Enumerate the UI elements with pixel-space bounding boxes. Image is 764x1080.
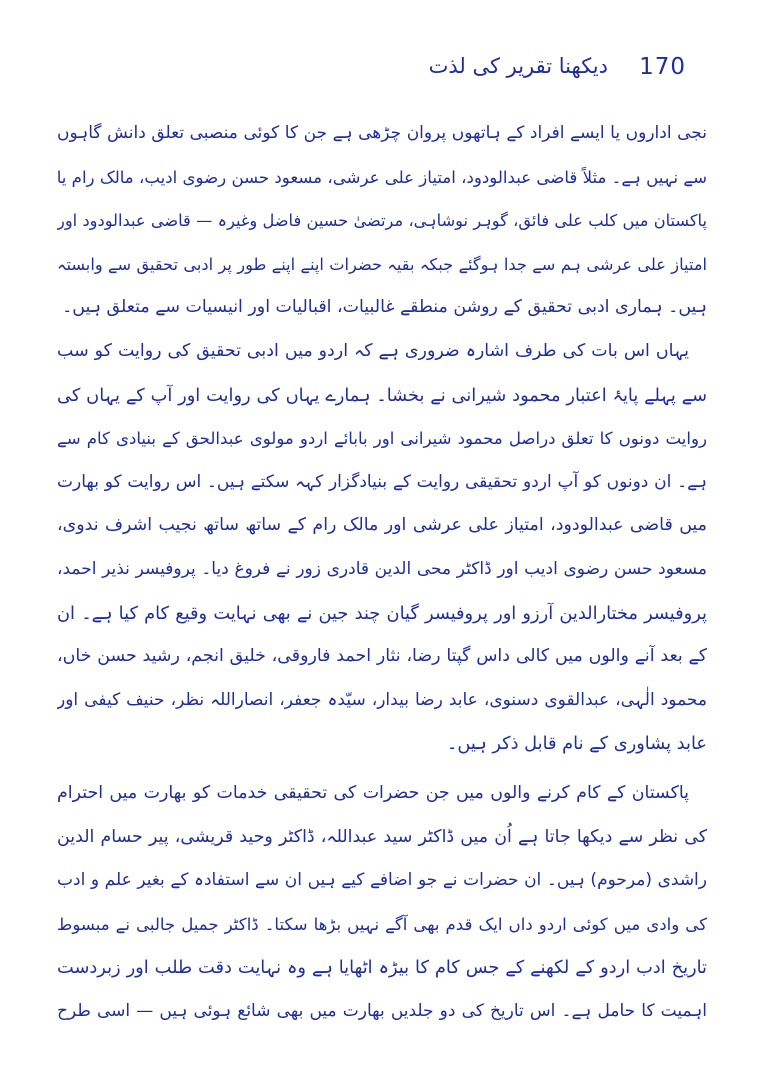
text-line: محمود الٰہی، عبدالقوی دسنوی، عابد رضا بیدار، سیّدہ جعفر، انصاراللہ نظر، حنیف کیفی اور xyxy=(57,689,707,710)
text-line: امتیاز علی عرشی ہم سے جدا ہوگئے جبکہ بقیہ حضرات اپنے اپنے طور پر ادبی تحقیق سے وابستہ xyxy=(57,254,707,274)
running-title: دیکھنا تقریر کی لذت xyxy=(428,54,608,78)
text-line: پاکستان میں کلب علی فائق، گوہر نوشاہی، مرتضیٰ حسین فاضل وغیرہ — قاضی عبدالودود اور xyxy=(57,211,707,231)
text-line: ہیں۔ ہماری ادبی تحقیق کے روشن منطقے غالبیات، اقبالیات اور انیسیات سے متعلق ہیں۔ xyxy=(62,297,707,318)
page-number: 170 xyxy=(639,54,686,80)
text-line: راشدی (مرحوم) ہیں۔ ان حضرات نے جو اضافے کیے ہیں ان سے استفادہ کے بغیر علم و ادب xyxy=(57,870,707,891)
text-line: تاریخ ادب اردو کے لکھنے کے جس کام کا بیڑہ اٹھایا ہے وہ نہایت دقت طلب اور زبردست xyxy=(57,957,707,979)
text-line: کی نظر سے دیکھا جاتا ہے اُن میں ڈاکٹر سید عبداللہ، ڈاکٹر وحید قریشی، پیر حسام الدین xyxy=(57,826,707,847)
text-line: پاکستان کے کام کرنے والوں میں جن حضرات کی تحقیقی خدمات کو بھارت میں احترام xyxy=(57,782,689,803)
text-line: روایت دونوں کا تعلق دراصل محمود شیرانی اور بابائے اردو مولوی عبدالحق کے بنیادی کام سے xyxy=(57,429,707,449)
text-line: عابد پشاوری کے نام قابل ذکر ہیں۔ xyxy=(446,733,707,755)
text-line: نجی اداروں یا ایسے افراد کے ہاتھوں پروان چڑھی ہے جن کا کوئی منصبی تعلق دانش گاہوں xyxy=(57,123,707,143)
text-line: یہاں اس بات کی طرف اشارہ ضروری ہے کہ اردو میں ادبی تحقیق کی روایت کو سب xyxy=(57,340,689,361)
text-line: مسعود حسن رضوی ادیب اور ڈاکٹر محی الدین قادری زور نے فروغ دیا۔ پروفیسر نذیر احمد، xyxy=(57,558,707,579)
paragraph-1 xyxy=(57,112,707,330)
text-line: اہمیت کا حامل ہے۔ اس تاریخ کی دو جلدیں بھارت میں بھی شائع ہوئی ہیں — اسی طرح xyxy=(57,1000,707,1021)
body-text xyxy=(57,112,707,1033)
text-line: ہے۔ ان دونوں کو آپ اردو تحقیقی روایت کے بنیادگزار کہہ سکتے ہیں۔ اس روایت کو بھارت xyxy=(57,471,707,492)
page-header xyxy=(300,44,686,94)
text-line: کے بعد آنے والوں میں کالی داس گپتا رضا، نثار احمد فاروقی، خلیق انجم، رشید حسن خاں، xyxy=(57,646,707,667)
paragraph-2 xyxy=(57,330,707,766)
text-line: سے نہیں ہے۔ مثلاً قاضی عبدالودود، امتیاز علی عرشی، مسعود حسن رضوی ادیب، مالک رام یا xyxy=(57,167,707,187)
paragraph-3 xyxy=(57,772,707,1034)
text-line: پروفیسر مختارالدین آرزو اور پروفیسر گیان چند جین نے بھی نہایت وقیع کام کیا ہے۔ ان xyxy=(57,602,707,624)
text-line: کی وادی میں کوئی اردو داں ایک قدم بھی آگے نہیں بڑھا سکتا۔ ڈاکٹر جمیل جالبی نے مبسوط xyxy=(57,914,707,934)
text-line: میں قاضی عبدالودود، امتیاز علی عرشی اور مالک رام کے ساتھ ساتھ نجیب اشرف ندوی، xyxy=(57,515,707,536)
text-line: سے پہلے پایۂ اعتبار محمود شیرانی نے بخشا۔ ہمارے یہاں کی روایت اور آپ کے یہاں کی xyxy=(57,384,707,406)
